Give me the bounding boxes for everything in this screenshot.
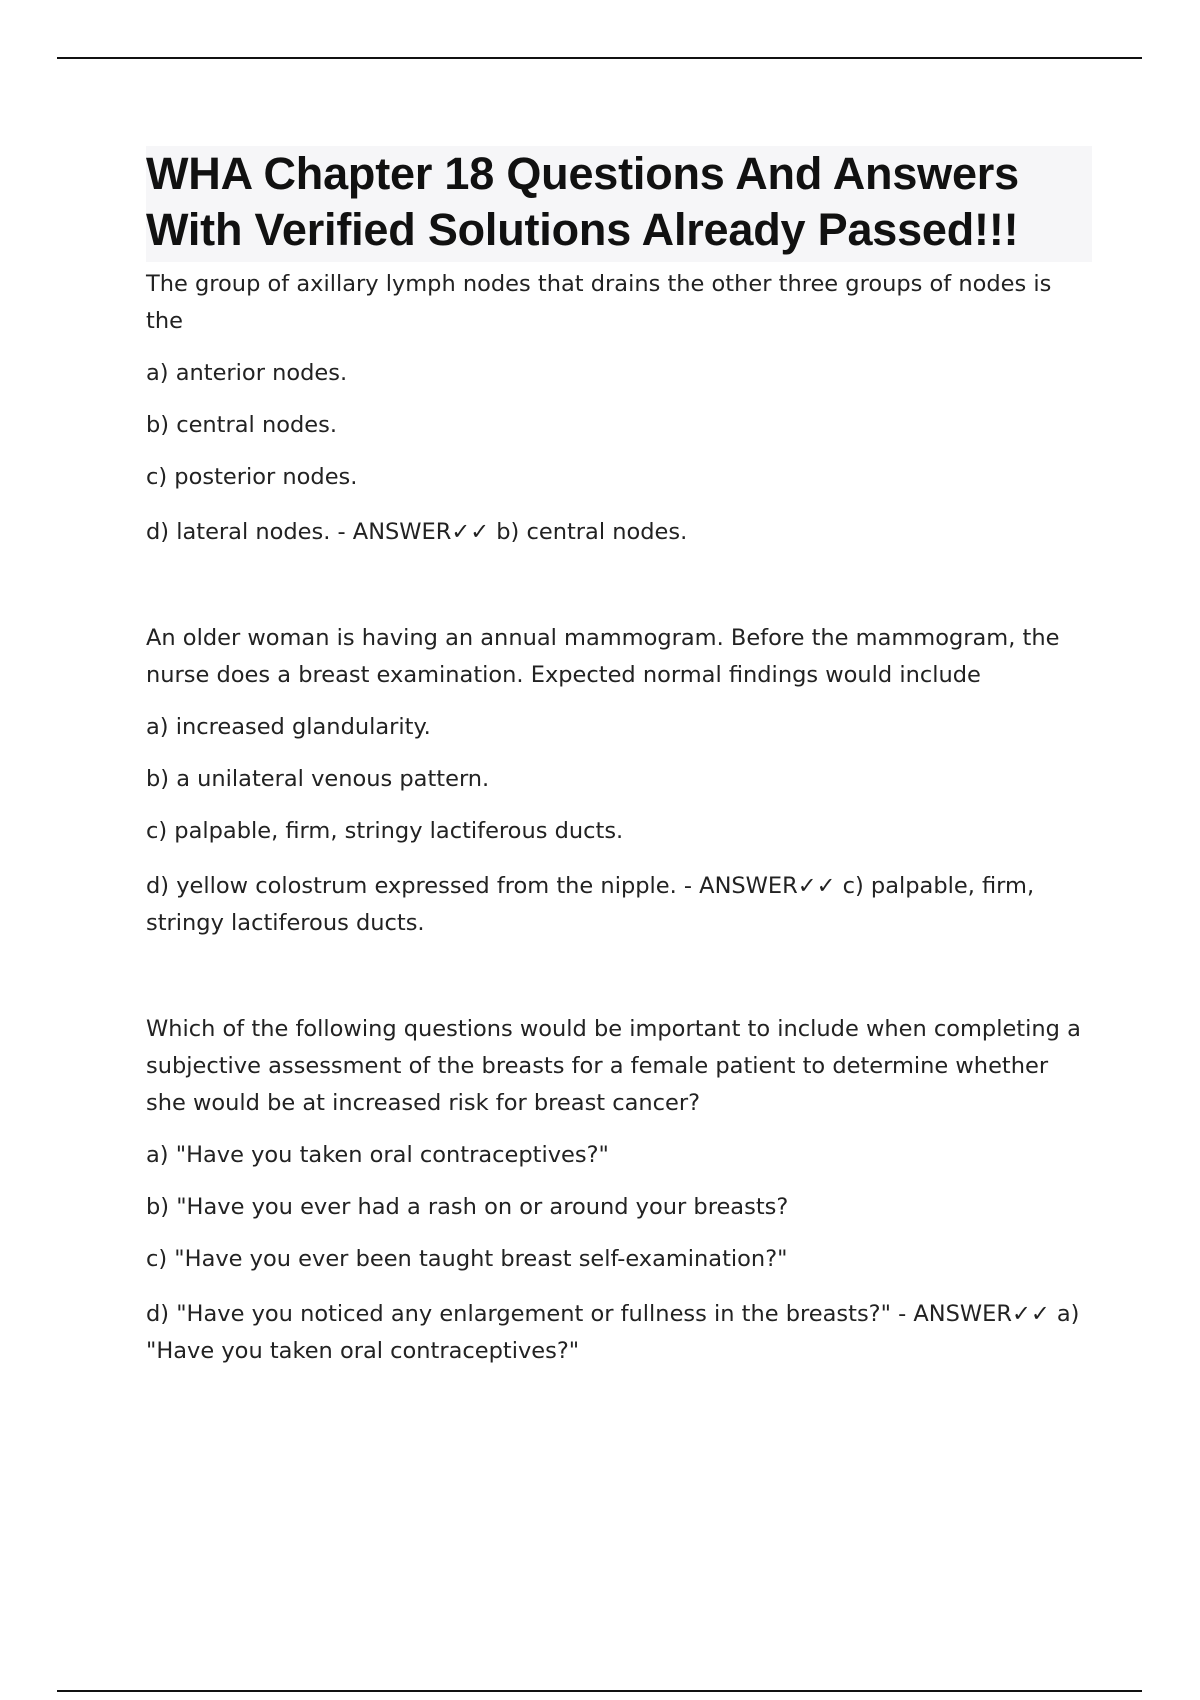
option-b: b) central nodes.: [146, 412, 337, 438]
option-d-with-answer: d) lateral nodes. - ANSWER✓✓ b) central nodes.: [146, 519, 688, 545]
bottom-rule: [57, 1690, 1142, 1692]
question-2: [146, 620, 1092, 942]
option-c: c) palpable, firm, stringy lactiferous ducts.: [146, 818, 624, 844]
question-text: The group of axillary lymph nodes that drains the other three groups of nodes is the: [146, 271, 1052, 334]
option-d-with-answer: d) yellow colostrum expressed from the nipple. - ANSWER✓✓ c) palpable, firm, stringy lactiferous ducts.: [146, 873, 1035, 936]
option-d-with-answer: d) "Have you noticed any enlargement or fullness in the breasts?" - ANSWER✓✓ a) "Have you taken oral contraceptives?": [146, 1301, 1080, 1364]
question-3: [146, 1011, 1092, 1370]
option-a: a) "Have you taken oral contraceptives?": [146, 1142, 609, 1168]
question-1: [146, 266, 1092, 551]
option-a: a) anterior nodes.: [146, 360, 348, 386]
option-c: c) "Have you ever been taught breast self-examination?": [146, 1246, 788, 1272]
option-b: b) "Have you ever had a rash on or around your breasts?: [146, 1194, 789, 1220]
page-title: WHA Chapter 18 Questions And Answers With Verified Solutions Already Passed!!!: [146, 148, 1019, 255]
option-b: b) a unilateral venous pattern.: [146, 766, 490, 792]
option-c: c) posterior nodes.: [146, 464, 358, 490]
title-block: [146, 146, 1092, 262]
question-text: An older woman is having an annual mammogram. Before the mammogram, the nurse does a breast examination. Expected normal findings would include: [146, 625, 1060, 688]
top-rule: [57, 57, 1142, 59]
option-a: a) increased glandularity.: [146, 714, 431, 740]
question-text: Which of the following questions would be important to include when completing a subjective assessment of the breasts for a female patient to determine whether she would be at increased risk for breast cancer?: [146, 1016, 1081, 1116]
document-body: [146, 146, 1092, 1370]
